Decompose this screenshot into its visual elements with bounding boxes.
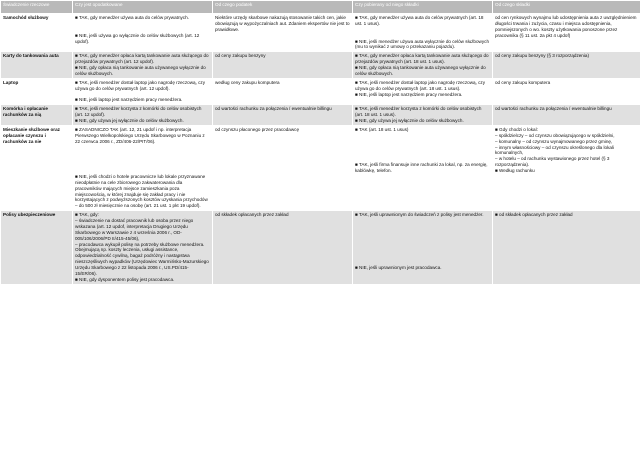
table-row <box>1 78 640 105</box>
cell-text: ■ NIE, jeśli laptop jest narzędziem pracy menedżera. <box>355 91 463 97</box>
cell-text: – komunalny – od czynszu wynajmowanego przez gminę, <box>495 138 613 144</box>
taxed-cell <box>73 14 213 52</box>
tax-base-cell <box>213 52 353 79</box>
taxed-cell <box>73 78 213 105</box>
cell-text: od wartości rachunku za połączenia / ewentualnie billingu <box>215 106 332 112</box>
row-label: Karty do tankowania auta <box>1 52 73 79</box>
cell-text: ■ NIE, gdy dysponentem polisy jest pracodawca. <box>75 276 175 282</box>
cell-text: od wartości rachunku za połączenia / ewentualnie billingu <box>495 106 612 112</box>
contribution-base-cell <box>493 78 640 105</box>
contributions-cell <box>353 52 493 79</box>
header-tax-base: Od czego podatek <box>213 1 353 14</box>
cell-text: od czynszu płaconego przez pracodawcę <box>215 126 300 132</box>
cell-text: od cen rynkowych wynajmu lub udostępnienia auta z uwzględnieniem długości trwania i zużycia, czasu i miejsca udostępnienia, pomniejszonych o wo. koszty użytkowania ponoszone przez pracownika (§ 11 ust. 2a pkt 4 updof) <box>495 15 637 38</box>
cell-text: ■ TAK, gdy menedżer używa auta do celów prywatnych (art. 18 ust. 1 usus). <box>355 15 484 26</box>
cell-text: ■ TAK, gdy menedżer opłaca kartą tankowanie auta służącego do przejazdów prywatnych (art. 12 updof). <box>75 53 209 65</box>
cell-text: ■ TAK, jeśli menedżer dostał laptop jako nagrodę rzeczową, czy używa go do celów prywatnych (art. 12 updof). <box>75 79 206 91</box>
cell-text: ■ TAK, jeśli menedżer korzysta z komórki do celów osobistych (art. 18 ust. 1 usus). <box>355 106 482 118</box>
cell-text: według ceny zakupu komputera <box>215 79 280 85</box>
cell-text: ■ NIE, jeśli uprawnionym jest pracodawca. <box>355 265 442 270</box>
cell-text: ■ TAK, jeśli uprawnionym do świadczeń z polisy jest menedżer. <box>355 212 484 218</box>
cell-text: ■ NIE, jeśli laptop jest narzędziem pracy menedżera. <box>75 97 183 103</box>
taxed-cell <box>73 105 213 126</box>
tax-base-cell <box>213 14 353 52</box>
cell-text: – spółdzielczy – od czynszu obowiązującego w spółdzielni, <box>495 132 615 138</box>
contributions-cell <box>353 125 493 210</box>
cell-text: ■ TAK, jeśli firma finansuje inne rachunki za lokal, np. za energię, kablówkę, telefon. <box>355 162 488 173</box>
cell-text: ■ NIE, gdy używa jej wyłącznie do celów służbowych. <box>355 118 464 123</box>
tax-base-cell <box>213 125 353 210</box>
header-contributions: Czy pobierany od niego składki <box>353 1 493 14</box>
cell-text: Niektóre urzędy skarbowe nakazują stosowanie takich cen, jakie obowiązują w wypożyczalniach aut. Zdaniem ekspertów nie jest to prawidłowe. <box>215 15 350 32</box>
contribution-base-cell <box>493 211 640 285</box>
tax-base-cell <box>213 211 353 285</box>
cell-text: ■ TAK, jeśli menedżer dostał laptop jako nagrodę rzeczową, czy używa go do celów prywatnych (art. 18 ust. 1 usus). <box>355 79 486 91</box>
row-label: Mieszkanie służbowe oraz opłacanie czynszu i rachunków za nie <box>1 125 73 210</box>
header-contribution-base: Od czego składki <box>493 1 640 14</box>
taxed-cell <box>73 52 213 79</box>
cell-text: ■ NIE, jeśli chodzi o hotele pracownicze lub lokale przyznawane nieodpłatnie na cele zbiorowego zakwaterowania dla pracowników mających miejsce zamieszkania poza miejscowością, w której znajduje się zakład pracy i nie korzystających z podwyższonych kosztów uzyskania przychodów – do 500 zł miesięcznie na osobę (art. 21 ust. 1 pkt 19 updof). <box>75 173 208 209</box>
cell-text: ■ NIE, gdy używa jej wyłącznie do celów służbowych. <box>75 118 184 123</box>
table-row <box>1 105 640 126</box>
contribution-base-cell <box>493 125 640 210</box>
taxed-cell <box>73 211 213 285</box>
cell-text: ■ NIE, jeśli menedżer używa auta wyłącznie do celów służbowych (mu to wynikać z umowy o przekazaniu pojazdu). <box>355 38 490 50</box>
cell-text: ■ od składek opłacanych przez zakład <box>495 212 573 218</box>
cell-text: od składek opłacanych przez zakład <box>215 212 289 218</box>
cell-text: ■ NIE, gdy opłaca nią tankowanie auta używanego wyłącznie do celów służbowych. <box>355 65 486 76</box>
tax-base-cell <box>213 78 353 105</box>
cell-text: od ceny zakupu benzyny <box>215 53 266 59</box>
cell-text: – świadczenie na dostać pracownik lub osoba przez niego wskazana (art. 12 updof, interpretacja Drugiego Urzędu Skarbowego w Warszawie z 4 września 2006 r., OD-005/106/2006/PD II/415-45/06), <box>75 218 194 241</box>
table-row <box>1 52 640 79</box>
cell-text: ■ ZASADNICZO TAK (art. 12, 21 updof i np. interpretacja Pierwszego Wielkopolskiego Urzędu Skarbowego w Poznaniu z 22 czerwca 2006 r., ZD/406-22/PIT/06). <box>75 126 205 144</box>
cell-text: od ceny zakupu komputera <box>495 79 551 85</box>
contributions-cell <box>353 211 493 285</box>
contributions-cell <box>353 78 493 105</box>
cell-text: od ceny zakupu benzyny (§ 3 rozporządzenia) <box>495 53 589 59</box>
tax-base-cell <box>213 105 353 126</box>
cell-text: – w hotelu – od rachunku wystawionego przez hotel (§ 3 rozporządzenia). <box>495 156 610 168</box>
cell-text: ■ Według rachunku <box>495 168 535 173</box>
cell-text: ■ NIE, gdy opłaca nią tankowanie auta używanego wyłącznie do celów służbowych. <box>75 65 206 76</box>
cell-text: – pracodawca wykupił polisę na potrzeby służbowe menedżera. Obejmującą np. koszty leczenia, usługi assistance, odpowiedzialność cywilną, bagaż podróżny i nastąpstwa nieszczęśliwych wypadków (Urzędowiec Warmińsko-Mazurskiego Urzędu Skarbowego z 22 listopada 2006 r., US.PD/415-15/ER/06). <box>75 241 209 276</box>
cell-text: ■ Gdy chodzi o lokal: <box>495 126 538 132</box>
contributions-cell <box>353 105 493 126</box>
cell-text: ■ TAK, gdy menedżer używa auta do celów prywatnych. <box>75 15 189 20</box>
cell-text: ■ TAK, jeśli menedżer korzysta z komórki do celów osobistych (art. 12 updof). <box>75 106 202 118</box>
row-label: Komórka i opłacanie rachunków za nią <box>1 105 73 126</box>
row-label: Samochód służbowy <box>1 14 73 52</box>
header-taxed: Czy jest opodatkowane <box>73 1 213 14</box>
taxed-cell <box>73 125 213 210</box>
row-label: Polisy ubezpieczeniowe <box>1 211 73 285</box>
cell-text: ■ TAK, gdy: <box>75 212 99 218</box>
header-row <box>1 1 640 14</box>
cell-text: ■ TAK, gdy menedżer opłaca kartą tankowanie auta służącego do przejazdów prywatnych (art. 18 ust. 1 usus). <box>355 53 489 65</box>
table-row <box>1 14 640 52</box>
contribution-base-cell <box>493 105 640 126</box>
table-row <box>1 211 640 285</box>
cell-text: ■ NIE, jeśli używa go wyłącznie do celów służbowych (art. 12 updof). <box>75 32 200 44</box>
contribution-base-cell <box>493 14 640 52</box>
table-row <box>1 125 640 210</box>
row-label: Laptop <box>1 78 73 105</box>
contribution-base-cell <box>493 52 640 79</box>
contributions-cell <box>353 14 493 52</box>
header-benefit: Świadczenie rzeczowe <box>1 1 73 14</box>
cell-text: ■ TAK (art. 18 ust. 1 usus) <box>355 126 409 132</box>
cell-text: – innym własnościowy – od czynszu określonego dla lokali komunalnych, <box>495 144 614 156</box>
